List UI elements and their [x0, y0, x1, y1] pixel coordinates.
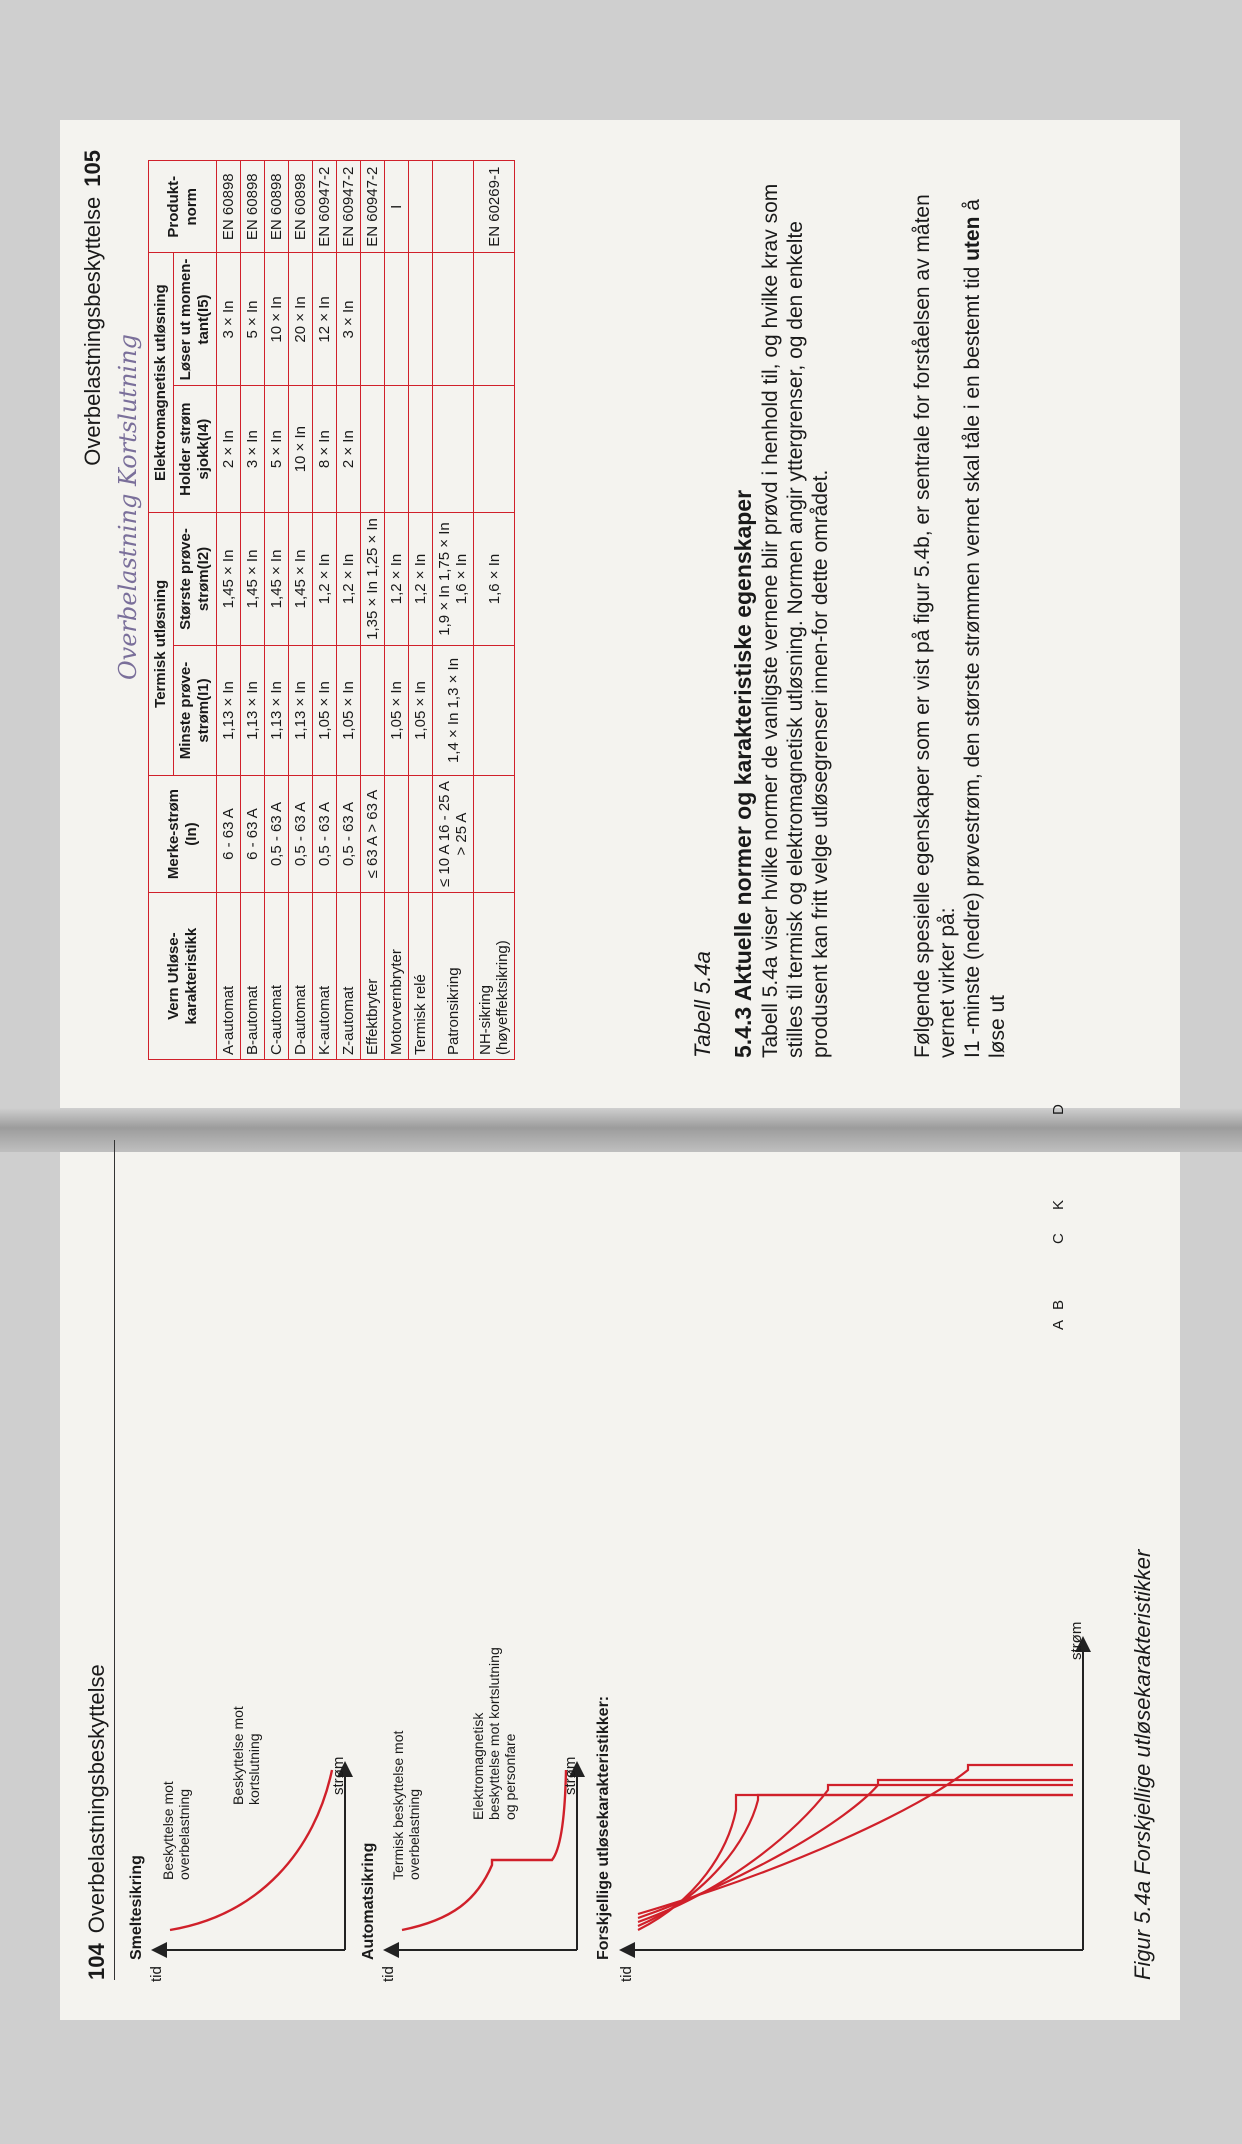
cell-norm [433, 161, 474, 253]
cell-merke: 0,5 - 63 A [313, 775, 337, 892]
cell-norm: I [385, 161, 409, 253]
cell-norm: EN 60898 [217, 161, 241, 253]
cell-holder: 5 × In [265, 386, 289, 512]
running-head-left [84, 1664, 110, 1980]
col-minste [174, 646, 217, 776]
group-termisk: Termisk utløsning [149, 512, 174, 775]
cell-holder: 3 × In [241, 386, 265, 512]
col-loser [174, 253, 217, 386]
header-merke-sym: (In) [182, 822, 200, 846]
table-row [289, 161, 313, 1060]
cell-norm: EN 60947-2 [361, 161, 385, 253]
paragraph-2-end: å løse ut [961, 199, 1009, 1058]
header-merke: Merke-strøm [164, 789, 182, 880]
page-number: 105 [80, 150, 105, 187]
graph3-title: Forskjellige utløsekarakteristikker: [595, 1695, 612, 1960]
cell-minste: 1,05 × In [409, 646, 433, 776]
graph3-y-label: tid [618, 1966, 635, 1982]
cell-norm: EN 60898 [241, 161, 265, 253]
cell-name: Termisk relé [409, 893, 433, 1060]
cell-storste: 1,2 × In [313, 512, 337, 645]
cell-name: Z-automat [337, 893, 361, 1060]
col-storste [174, 512, 217, 645]
cell-loser: 3 × In [337, 253, 361, 386]
paragraph-2-lead: Følgende spesielle egenskaper som er vist på figur 5.4b, er sentrale for forståelsen av måten vernet virker på: [911, 194, 959, 1058]
col-produkt: Produkt-norm [149, 161, 217, 253]
header-utlose: Utløse-karakteristikk [164, 927, 200, 1025]
cell-merke: ≤ 63 A > 63 A [361, 775, 385, 892]
cell-norm: EN 60947-2 [337, 161, 361, 253]
header-holder: Holder strøm sjokk [177, 402, 212, 496]
graph2-x-label: strøm [562, 1756, 579, 1795]
cell-minste [361, 646, 385, 776]
header-loser-sym: (I5) [195, 294, 212, 317]
cell-name: NH-sikring (høyeffektsikring) [474, 893, 515, 1060]
cell-storste: 1,45 × In [265, 512, 289, 645]
cell-storste: 1,2 × In [337, 512, 361, 645]
paragraph-2 [910, 178, 1010, 1058]
header-storste: Største prøve-strøm [177, 528, 212, 630]
col-vern [149, 893, 217, 1060]
col-merke [149, 775, 217, 892]
curve-label-d: D [1050, 1104, 1067, 1115]
cell-norm: EN 60898 [289, 161, 313, 253]
cell-storste: 1,6 × In [474, 512, 515, 645]
cell-merke: 0,5 - 63 A [265, 775, 289, 892]
page-number: 104 [84, 1943, 109, 1980]
cell-merke: 0,5 - 63 A [289, 775, 313, 892]
cell-holder [361, 386, 385, 512]
cell-merke: 6 - 63 A [241, 775, 265, 892]
cell-loser: 12 × In [313, 253, 337, 386]
table-row [361, 161, 385, 1060]
graph2-y-label: tid [380, 1966, 397, 1982]
cell-holder [409, 386, 433, 512]
graph3-plot [618, 1630, 1088, 1960]
graph2-title: Automatsikring [360, 1842, 377, 1960]
cell-loser: 10 × In [265, 253, 289, 386]
cell-loser [474, 253, 515, 386]
paragraph-2-bold: uten [961, 216, 984, 261]
header-minste: Minste prøve-strøm [177, 661, 212, 760]
cell-holder [385, 386, 409, 512]
cell-merke: 6 - 63 A [217, 775, 241, 892]
curve-label-c: C [1050, 1233, 1067, 1244]
running-head-text: Overbelastningsbeskyttelse [80, 196, 105, 466]
cell-name: D-automat [289, 893, 313, 1060]
cell-name: K-automat [313, 893, 337, 1060]
table-row [313, 161, 337, 1060]
cell-loser [433, 253, 474, 386]
cell-minste: 1,05 × In [337, 646, 361, 776]
header-loser: Løser ut momen-tant [177, 258, 212, 381]
norms-table [148, 160, 515, 1060]
cell-storste: 1,45 × In [217, 512, 241, 645]
graph1-note-short-circuit: Beskyttelse mot kortslutning [230, 1706, 262, 1805]
cell-minste: 1,13 × In [289, 646, 313, 776]
section-heading: 5.4.3 Aktuelle normer og karakteristiske egenskaper [730, 489, 756, 1058]
header-holder-sym: (I4) [195, 418, 212, 442]
cell-loser: 20 × In [289, 253, 313, 386]
curve-label-k: K [1050, 1199, 1067, 1210]
cell-name: Patronsikring [433, 893, 474, 1060]
table-row [241, 161, 265, 1060]
group-elektro: Elektromagnetisk utløsning [149, 253, 174, 512]
curve-A [638, 1795, 1073, 1930]
cell-loser [385, 253, 409, 386]
cell-name: B-automat [241, 893, 265, 1060]
cell-minste: 1,05 × In [385, 646, 409, 776]
handwritten-note [106, 334, 146, 680]
cell-holder [474, 386, 515, 512]
running-head-text: Overbelastningsbeskyttelse [84, 1664, 109, 1934]
curve-label-b: B [1050, 1299, 1067, 1310]
table-row [409, 161, 433, 1060]
table-row [474, 161, 515, 1060]
paragraph-2-item: I1 -minste (nedre) prøvestrøm, den største strømmen vernet skal tåle i en bestemt tid [961, 266, 984, 1058]
cell-loser [409, 253, 433, 386]
col-holder [174, 386, 217, 512]
page-104 [70, 1104, 1180, 2020]
cell-storste: 1,9 × In 1,75 × In 1,6 × In [433, 512, 474, 645]
cell-merke: 0,5 - 63 A [337, 775, 361, 892]
cell-minste [474, 646, 515, 776]
cell-holder [433, 386, 474, 512]
table-row [385, 161, 409, 1060]
cell-loser: 3 × In [217, 253, 241, 386]
cell-storste: 1,45 × In [241, 512, 265, 645]
header-rule [114, 1140, 115, 1980]
cell-holder: 2 × In [337, 386, 361, 512]
cell-holder: 8 × In [313, 386, 337, 512]
cell-holder: 10 × In [289, 386, 313, 512]
header-vern: Vern [164, 987, 182, 1020]
cell-name: Effektbryter [361, 893, 385, 1060]
cell-loser [361, 253, 385, 386]
cell-merke [409, 775, 433, 892]
cell-holder: 2 × In [217, 386, 241, 512]
cell-minste: 1,05 × In [313, 646, 337, 776]
graph1-title: Smeltesikring [128, 1855, 145, 1960]
cell-norm [409, 161, 433, 253]
cell-norm: EN 60898 [265, 161, 289, 253]
cell-storste: 1,45 × In [289, 512, 313, 645]
running-head-right [80, 150, 106, 466]
cell-merke [474, 775, 515, 892]
cell-minste: 1,13 × In [265, 646, 289, 776]
handwriting-scribble [106, 334, 146, 680]
cell-norm: EN 60269-1 [474, 161, 515, 253]
page-105 [70, 120, 1180, 1100]
paragraph-1: Tabell 5.4a viser hvilke normer de vanligste vernene blir prøvd i henhold til, og hvilke krav som stilles til termisk og elektromagnetisk utløsning. Normen angir yttergrenser, og den enkelte produsent kan fritt velge utløsegrenser innen-for dette området. [759, 183, 832, 1058]
cell-storste: 1,2 × In [409, 512, 433, 645]
curve-B [638, 1795, 1073, 1926]
cell-name: A-automat [217, 893, 241, 1060]
cell-merke [385, 775, 409, 892]
cell-minste: 1,4 × In 1,3 × In [433, 646, 474, 776]
cell-minste: 1,13 × In [241, 646, 265, 776]
graph1-note-overload: Beskyttelse mot overbelastning [160, 1781, 192, 1880]
table-row [217, 161, 241, 1060]
cell-norm: EN 60947-2 [313, 161, 337, 253]
table-row [433, 161, 474, 1060]
graph1-x-label: strøm [330, 1756, 347, 1795]
curve-label-a: A [1050, 1319, 1067, 1330]
table-caption: Tabell 5.4a [690, 951, 715, 1058]
cell-loser: 5 × In [241, 253, 265, 386]
graph2-note-thermal: Termisk beskyttelse mot overbelastning [390, 1730, 422, 1880]
table-row [265, 161, 289, 1060]
handwriting-text: Overbelastning Kortslutning [114, 334, 142, 680]
cell-minste: 1,13 × In [217, 646, 241, 776]
cell-storste: 1,35 × In 1,25 × In [361, 512, 385, 645]
table-row [337, 161, 361, 1060]
header-minste-sym: (I1) [195, 678, 212, 701]
cell-storste: 1,2 × In [385, 512, 409, 645]
cell-merke: ≤ 10 A 16 - 25 A > 25 A [433, 775, 474, 892]
cell-name: C-automat [265, 893, 289, 1060]
figure-caption: Figur 5.4a Forskjellige utløsekarakteristikker [1130, 1549, 1155, 1980]
curve-K [638, 1780, 1073, 1918]
norms-table-body [217, 161, 515, 1060]
graph3-x-label: strøm [1068, 1621, 1085, 1660]
cell-name: Motorvernbryter [385, 893, 409, 1060]
graph1-y-label: tid [148, 1966, 165, 1982]
graph2-note-magnetic: Elektromagnetisk beskyttelse mot kortslutning og personfare [470, 1647, 518, 1820]
header-storste-sym: (I2) [195, 546, 212, 570]
